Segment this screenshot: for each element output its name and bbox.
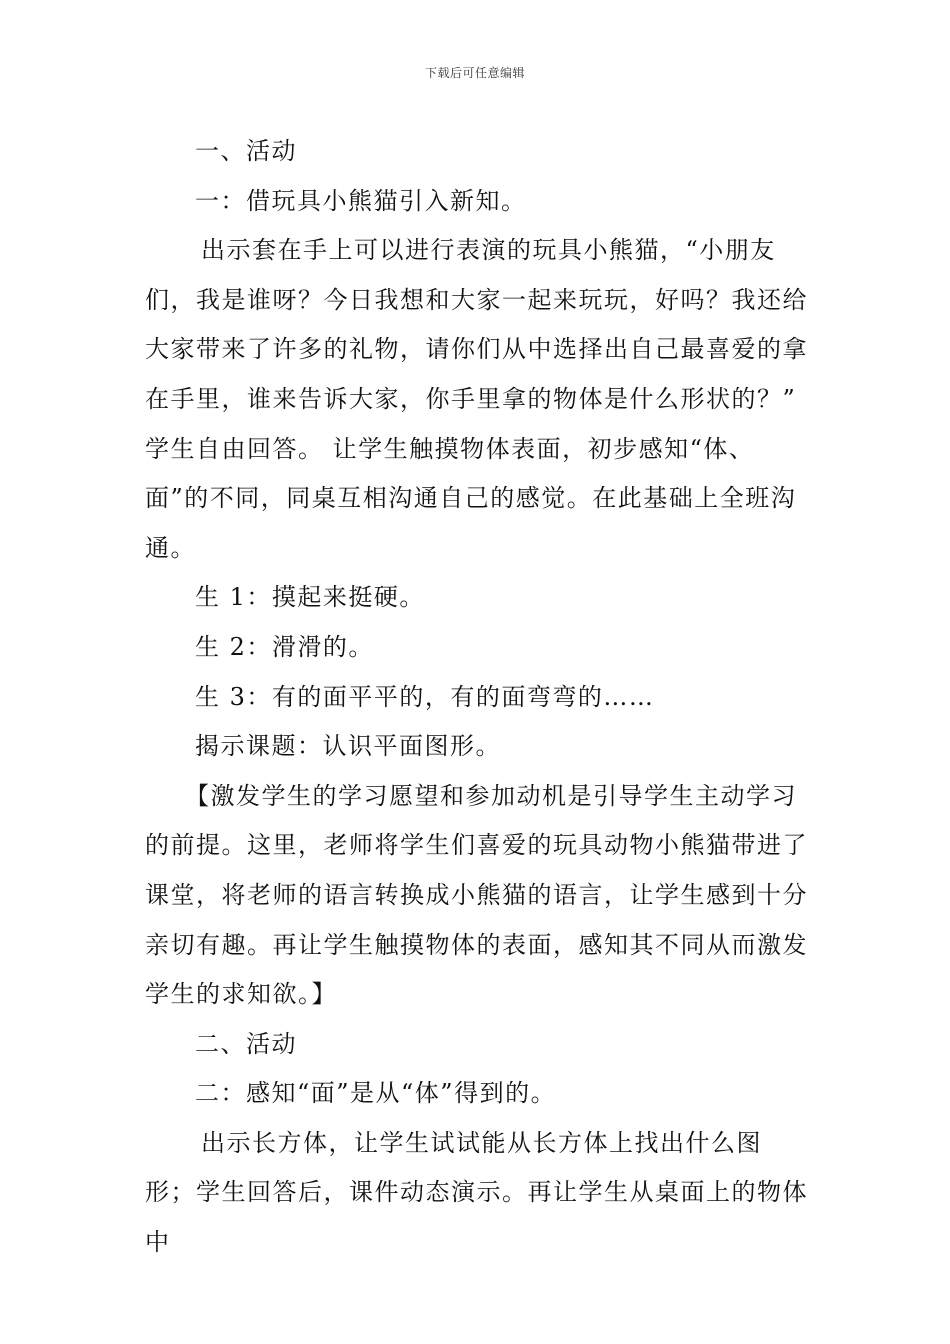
commentary-paragraph: 【激发学生的学习愿望和参加动机是引导学生主动学习的前提。这里，老师将学生们喜爱的玩具动物小熊猫带进了课堂，将老师的语言转换成小熊猫的语言，让学生感到十分亲切有趣。再让学生触摸物体的表面，感知其不同从而激发学生的求知欲。】 (145, 781, 808, 1009)
section-heading-1: 一、活动 (195, 137, 297, 165)
student-answer-3: 生 3：有的面平平的，有的面弯弯的…… (195, 682, 655, 711)
page-header: 下载后可任意编辑 (424, 66, 525, 80)
paragraph-cuboid: 出示长方体，让学生试试能从长方体上找出什么图形；学生回答后，课件动态演示。再让学生从桌面上的物体中 (145, 1128, 808, 1257)
activity-title-1: 一：借玩具小熊猫引入新知。 (195, 186, 527, 215)
paragraph-intro: 出示套在手上可以进行表演的玩具小熊猫，“小朋友们，我是谁呀？今日我想和大家一起来玩玩，好吗？我还给大家带来了许多的礼物，请你们从中选择出自己最喜爱的拿在手里，谁来告诉大家，你手里拿的物体是什么形状的？” 学生自由回答。 让学生触摸物体表面，初步感知“体、面”的不同，同桌互相沟通自己的感觉。在此基础上全班沟通。 (145, 236, 808, 562)
activity-title-2: 二：感知“面”是从“体”得到的。 (195, 1079, 557, 1108)
student-answer-1: 生 1：摸起来挺硬。 (195, 583, 425, 612)
section-heading-2: 二、活动 (195, 1029, 297, 1058)
topic-reveal: 揭示课题：认识平面图形。 (195, 732, 501, 761)
student-answer-2: 生 2：滑滑的。 (195, 632, 374, 661)
document-body (145, 127, 810, 1268)
